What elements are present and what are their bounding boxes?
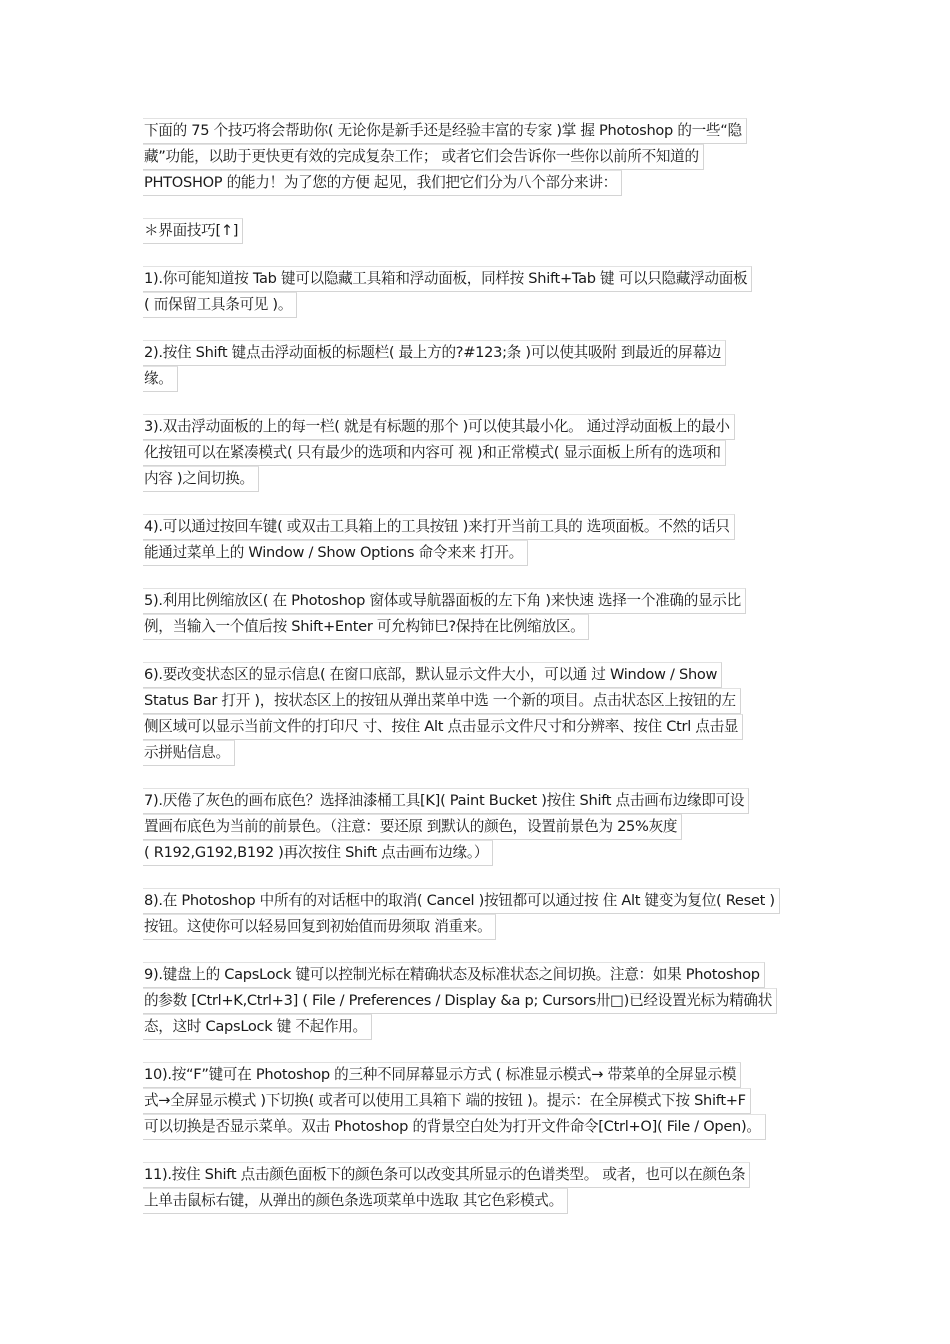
text-line: 的参数 [Ctrl+K,Ctrl+3] ( File / Preferences / Display &a p; Cursors卅□)已经设置光标为精确状	[143, 988, 777, 1014]
text-line: 2).按住 Shift 键点击浮动面板的标题栏( 最上方的?#123;条 )可以使其吸附 到最近的屏幕边	[143, 340, 726, 366]
text-line: 5).利用比例缩放区( 在 Photoshop 窗体或导航器面板的左下角 )来快速 选择一个准确的显示比	[143, 588, 746, 614]
text-line: 1).你可能知道按 Tab 键可以隐藏工具箱和浮动面板，同样按 Shift+Tab 键 可以只隐藏浮动面板	[143, 266, 752, 292]
text-line: 4).可以通过按回车键( 或双击工具箱上的工具按钮 )来打开当前工具的 选项面板。不然的话只	[143, 514, 735, 540]
text-line: Status Bar 打开 )，按状态区上的按钮从弹出菜单中选 一个新的项目。点击状态区上按钮的左	[143, 688, 741, 714]
heading-text: ＊界面技巧[↑]	[143, 218, 243, 244]
text-line: 示拼贴信息。	[143, 740, 235, 766]
tip-1	[143, 266, 813, 318]
tip-4	[143, 514, 813, 566]
text-line: 11).按住 Shift 点击颜色面板下的颜色条可以改变其所显示的色谱类型。 或者，也可以在颜色条	[143, 1162, 750, 1188]
text-line: ( 而保留工具条可见 )。	[143, 292, 297, 318]
text-line: 藏”功能，以助于更快更有效的完成复杂工作； 或者它们会告诉你一些你以前所不知道的	[143, 144, 704, 170]
text-line: 例，当输入一个值后按 Shift+Enter 可允构铈巳?保持在比例缩放区。	[143, 614, 589, 640]
text-line: 10).按“F”键可在 Photoshop 的三种不同屏幕显示方式 ( 标准显示模式→ 带菜单的全屏显示模	[143, 1062, 741, 1088]
text-line: 可以切换是否显示菜单。双击 Photoshop 的背景空白处为打开文件命令[Ctrl+O]( File / Open)。	[143, 1114, 766, 1140]
tip-10	[143, 1062, 813, 1140]
text-line: 置画布底色为当前的前景色。（注意：要还原 到默认的颜色，设置前景色为 25%灰度	[143, 814, 682, 840]
text-line: 9).键盘上的 CapsLock 键可以控制光标在精确状态及标准状态之间切换。注意：如果 Photoshop	[143, 962, 765, 988]
document-page	[143, 118, 813, 1214]
text-line: 缘。	[143, 366, 178, 392]
text-line: 按钮。这使你可以轻易回复到初始值而毋须取 消重来。	[143, 914, 496, 940]
text-line: 8).在 Photoshop 中所有的对话框中的取消( Cancel )按钮都可以通过按 住 Alt 键变为复位( Reset )	[143, 888, 780, 914]
tip-6	[143, 662, 813, 766]
tip-7	[143, 788, 813, 866]
tip-8	[143, 888, 813, 940]
text-line: 内容 )之间切换。	[143, 466, 259, 492]
text-line: 7).厌倦了灰色的画布底色？选择油漆桶工具[K]( Paint Bucket )按住 Shift 点击画布边缘即可设	[143, 788, 749, 814]
tip-3	[143, 414, 813, 492]
text-line: 能通过菜单上的 Window / Show Options 命令来来 打开。	[143, 540, 528, 566]
text-line: ( R192,G192,B192 )再次按住 Shift 点击画布边缘。）	[143, 840, 493, 866]
tip-9	[143, 962, 813, 1040]
text-line: 上单击鼠标右键，从弹出的颜色条选项菜单中选取 其它色彩模式。	[143, 1188, 568, 1214]
text-line: 侧区域可以显示当前文件的打印尺 寸、按住 Alt 点击显示文件尺寸和分辨率、按住 Ctrl 点击显	[143, 714, 743, 740]
text-line: 化按钮可以在紧凑模式( 只有最少的选项和内容可 视 )和正常模式( 显示面板上所有的选项和	[143, 440, 726, 466]
text-line: 态，这时 CapsLock 键 不起作用。	[143, 1014, 372, 1040]
tip-11	[143, 1162, 813, 1214]
text-line: 6).要改变状态区的显示信息( 在窗口底部，默认显示文件大小，可以通 过 Window / Show	[143, 662, 722, 688]
text-line: 式→全屏显示模式 )下切换( 或者可以使用工具箱下 端的按钮 )。提示：在全屏模式下按 Shift+F	[143, 1088, 751, 1114]
tip-2	[143, 340, 813, 392]
tip-5	[143, 588, 813, 640]
text-line: 3).双击浮动面板的上的每一栏( 就是有标题的那个 )可以使其最小化。 通过浮动面板上的最小	[143, 414, 735, 440]
intro-paragraph	[143, 118, 813, 196]
section-heading	[143, 218, 813, 244]
text-line: 下面的 75 个技巧将会帮助你( 无论你是新手还是经验丰富的专家 )掌 握 Photoshop 的一些“隐	[143, 118, 747, 144]
text-line: PHTOSHOP 的能力！为了您的方便 起见，我们把它们分为八个部分来讲：	[143, 170, 622, 196]
